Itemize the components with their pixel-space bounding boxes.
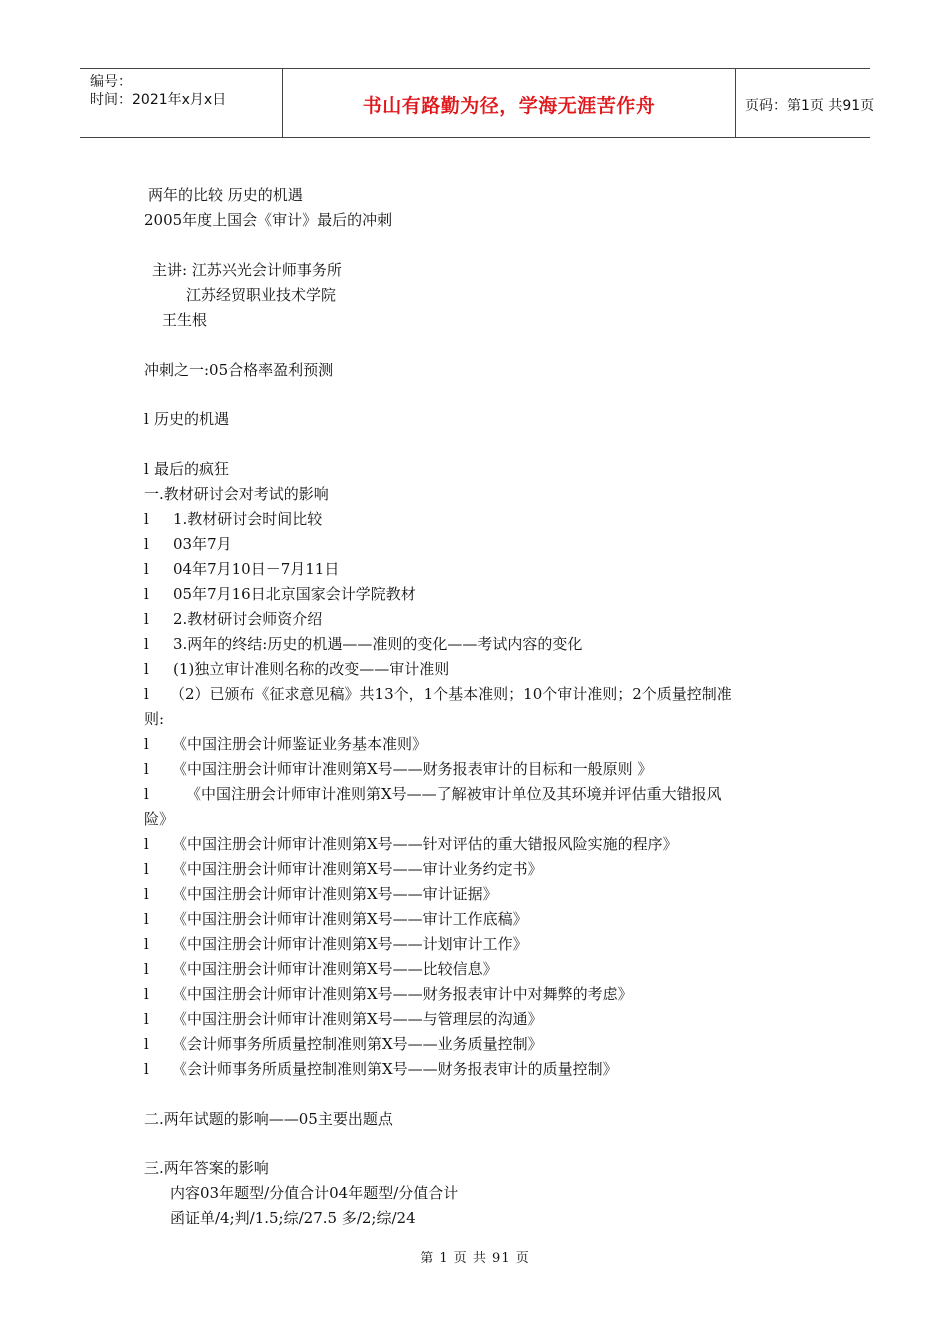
bullet: l xyxy=(144,635,149,653)
speaker-org: 江苏经贸职业技术学院 xyxy=(186,286,337,304)
bullet: l xyxy=(144,610,149,628)
list-item: 03年7月 xyxy=(173,535,232,553)
list-item: 《会计师事务所质量控制准则第X号——财务报表审计的质量控制》 xyxy=(172,1060,618,1078)
bullet: l xyxy=(144,1060,149,1078)
list-item: 《中国注册会计师审计准则第X号——针对评估的重大错报风险实施的程序》 xyxy=(172,835,678,853)
list-item: 《中国注册会计师审计准则第X号——比较信息》 xyxy=(172,960,498,978)
list-item: 1.教材研讨会时间比较 xyxy=(173,510,323,528)
bullet: l xyxy=(144,935,149,953)
bullet: l xyxy=(144,685,149,703)
bullet: l xyxy=(144,510,149,528)
list-item: 05年7月16日北京国家会计学院教材 xyxy=(173,585,416,603)
list-item-continuation: 险》 xyxy=(144,810,175,828)
bullet: l xyxy=(144,985,149,1003)
list-item: 《中国注册会计师审计准则第X号——审计工作底稿》 xyxy=(172,910,528,928)
list-item: 《中国注册会计师审计准则第X号——了解被审计单位及其环境并评估重大错报风 xyxy=(186,785,722,803)
bullet: l xyxy=(144,535,149,553)
bullet: l xyxy=(144,1035,149,1053)
doc-title: 两年的比较 历史的机遇 xyxy=(148,186,303,204)
list-item: 3.两年的终结:历史的机遇——准则的变化——考试内容的变化 xyxy=(173,635,583,653)
bullet: l xyxy=(144,860,149,878)
document-date-label: 时间：2021年x月x日 xyxy=(90,92,227,108)
history-heading: 历史的机遇 xyxy=(154,410,230,428)
bullet: l xyxy=(144,1010,149,1028)
page-header xyxy=(80,68,875,138)
bullet: l xyxy=(144,785,149,803)
speaker-name: 王生根 xyxy=(162,311,208,329)
section-heading: 三.两年答案的影响 xyxy=(144,1159,269,1177)
bullet: l xyxy=(144,885,149,903)
list-item: 《中国注册会计师鉴证业务基本准则》 xyxy=(172,735,428,753)
list-item: 《中国注册会计师审计准则第X号——财务报表审计的目标和一般原则 》 xyxy=(172,760,653,778)
list-item: 04年7月10日－7月11日 xyxy=(173,560,340,578)
page-footer: 第 1 页 共 91 页 xyxy=(420,1251,530,1266)
bullet: l xyxy=(144,410,149,428)
header-meta-cell xyxy=(80,69,282,137)
bullet: l xyxy=(144,560,149,578)
bullet: l xyxy=(144,760,149,778)
list-item: 《中国注册会计师审计准则第X号——与管理层的沟通》 xyxy=(172,1010,543,1028)
list-item: (1)独立审计准则名称的改变——审计准则 xyxy=(173,660,450,678)
doc-subtitle: 2005年度上国会《审计》最后的冲刺 xyxy=(144,211,393,229)
list-item: 《中国注册会计师审计准则第X号——财务报表审计中对舞弊的考虑》 xyxy=(172,985,633,1003)
table-header-row: 内容03年题型/分值合计04年题型/分值合计 xyxy=(170,1184,459,1202)
section-heading: 一.教材研讨会对考试的影响 xyxy=(144,485,329,503)
header-page-number: 页码：第1页 共91页 xyxy=(745,98,875,114)
bullet: l xyxy=(144,910,149,928)
list-item: 《会计师事务所质量控制准则第X号——业务质量控制》 xyxy=(172,1035,543,1053)
bullet: l xyxy=(144,735,149,753)
list-item: 《中国注册会计师审计准则第X号——审计业务约定书》 xyxy=(172,860,543,878)
list-item: （2）已颁布《征求意见稿》共13个，1个基本准则；10个审计准则；2个质量控制准 xyxy=(170,685,732,703)
list-item: 《中国注册会计师审计准则第X号——审计证据》 xyxy=(172,885,498,903)
header-motto-cell xyxy=(282,69,736,137)
table-row: 函证单/4;判/1.5;综/27.5 多/2;综/24 xyxy=(170,1209,416,1227)
bullet: l xyxy=(144,960,149,978)
document-number-label: 编号： xyxy=(90,74,132,90)
section-heading: 二.两年试题的影响——05主要出题点 xyxy=(144,1110,393,1128)
header-motto: 书山有路勤为径，学海无涯苦作舟 xyxy=(362,95,656,117)
speaker-label: 主讲: 江苏兴光会计师事务所 xyxy=(152,261,342,279)
bullet: l xyxy=(144,460,149,478)
crazy-heading: 最后的疯狂 xyxy=(154,460,230,478)
sprint-heading: 冲刺之一:05合格率盈利预测 xyxy=(144,361,334,379)
list-item-continuation: 则: xyxy=(144,710,165,728)
bullet: l xyxy=(144,585,149,603)
bullet: l xyxy=(144,835,149,853)
list-item: 《中国注册会计师审计准则第X号——计划审计工作》 xyxy=(172,935,528,953)
bullet: l xyxy=(144,660,149,678)
list-item: 2.教材研讨会师资介绍 xyxy=(173,610,323,628)
header-page-cell xyxy=(735,69,875,137)
